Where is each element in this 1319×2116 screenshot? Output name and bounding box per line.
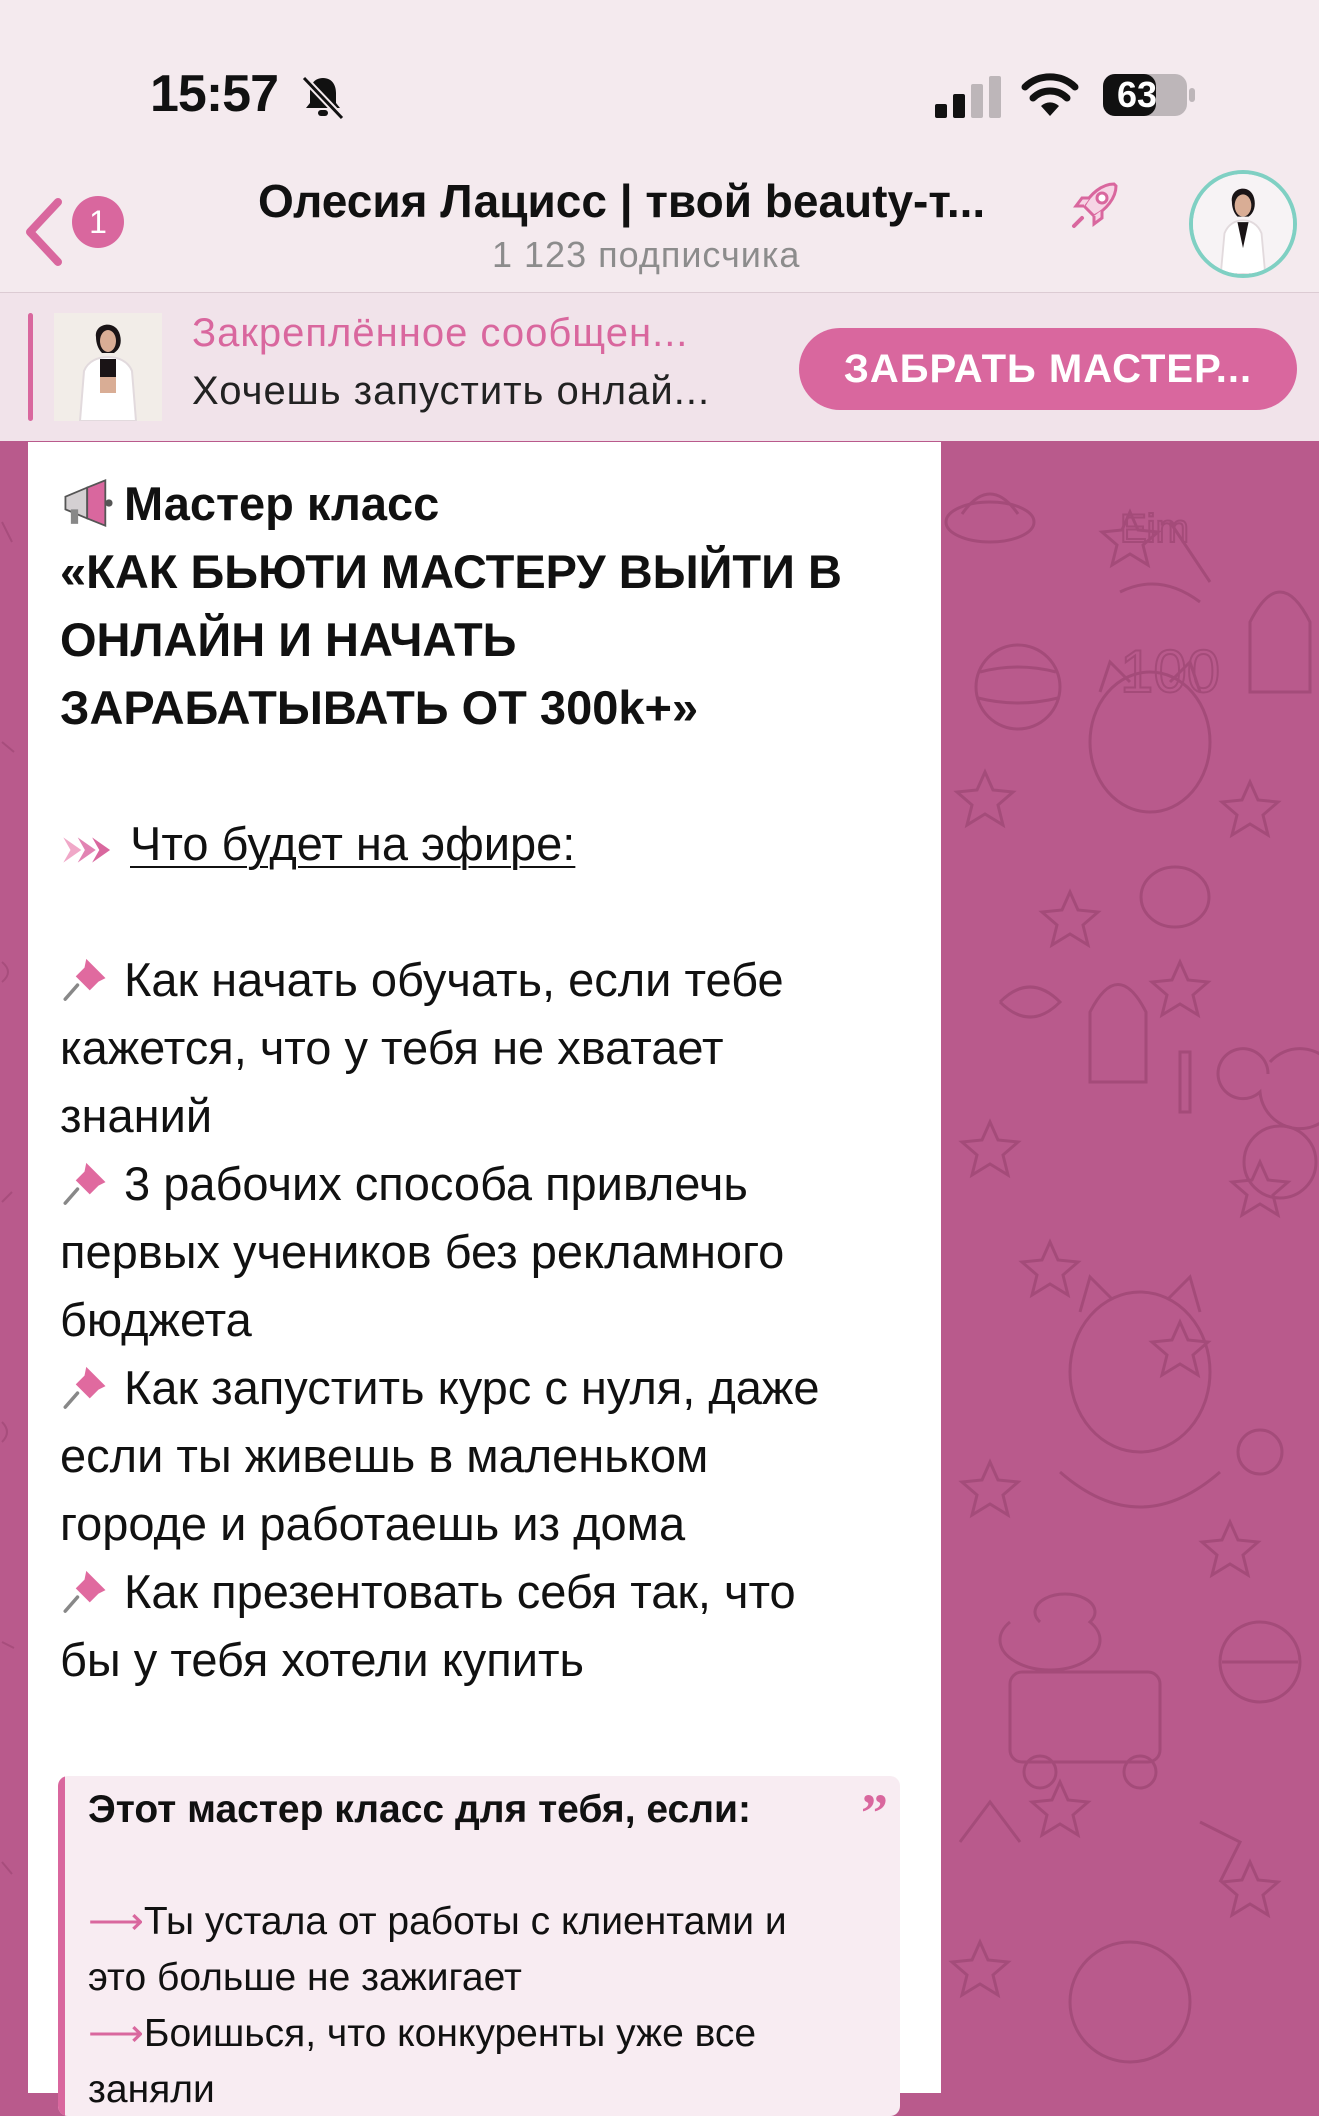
bullet-4-line-1: Как презентовать себя так, что — [60, 1558, 920, 1626]
battery-level: 63 — [1117, 74, 1158, 115]
pinned-indicator — [28, 313, 33, 421]
bullet-3-line-1: Как запустить курс с нуля, даже — [60, 1354, 920, 1422]
quote-mark-icon: ” — [861, 1783, 888, 1843]
bullet-3-line-3: городе и работаешь из дома — [60, 1497, 686, 1550]
svg-text:Eim: Eim — [1120, 507, 1189, 551]
arrows-icon — [60, 818, 130, 872]
bullet-2-line-1: 3 рабочих способа привлечь — [60, 1150, 920, 1218]
status-time: 15:57 — [150, 65, 278, 123]
bullet-2-line-2: первых учеников без рекламного — [60, 1225, 785, 1278]
message-text — [60, 470, 920, 1694]
bullet-1-line-1: Как начать обучать, если тебе — [60, 946, 920, 1014]
pinned-text: Хочешь запустить онлай... — [192, 369, 711, 413]
heading-text-4: ЗАРАБАТЫВАТЬ ОТ 300k+» — [60, 681, 699, 734]
quote-title: Этот мастер класс для тебя, если: — [88, 1788, 751, 1831]
pushpin-icon — [60, 1362, 124, 1416]
pinned-title: Закреплённое сообщен... — [192, 311, 689, 355]
quote-body: ⟶Ты устала от работы с клиентами и это больше не зажигает ⟶Боишься, что конкуренты уже все заняли — [88, 1900, 787, 2111]
bullet-3-line-2: если ты живешь в маленьком — [60, 1429, 709, 1482]
pushpin-icon — [60, 1566, 124, 1620]
arrow-icon: ⟶ — [88, 1900, 144, 1943]
section-title-line — [60, 810, 920, 878]
wifi-icon — [1021, 72, 1079, 118]
quote-indicator — [58, 1776, 65, 2116]
status-bar — [0, 0, 1319, 160]
back-chevron-icon[interactable] — [18, 192, 74, 272]
heading-line — [60, 470, 920, 538]
channel-title[interactable]: Олесия Лацисс | твой beauty-т... — [258, 175, 986, 227]
svg-text:100: 100 — [1120, 638, 1221, 705]
bullet-1-line-2: кажется, что у тебя не хватает — [60, 1021, 724, 1074]
pinned-action-button[interactable]: ЗАБРАТЬ МАСТЕР... — [799, 328, 1297, 410]
bell-muted-icon — [298, 72, 348, 122]
battery-icon — [1103, 72, 1197, 118]
unread-badge[interactable]: 1 — [72, 196, 124, 248]
subscriber-count: 1 123 подписчика — [492, 234, 801, 275]
quote-block — [58, 1776, 900, 2116]
avatar[interactable] — [1189, 170, 1297, 278]
megaphone-icon — [60, 478, 124, 532]
channel-header — [0, 160, 1319, 293]
section-title: Что будет на эфире: — [130, 817, 576, 870]
pinned-message[interactable] — [0, 293, 1319, 441]
bullet-2-line-3: бюджета — [60, 1293, 252, 1346]
pushpin-icon — [60, 1158, 124, 1212]
heading-text-3: ОНЛАЙН И НАЧАТЬ — [60, 613, 517, 666]
pushpin-icon — [60, 954, 124, 1008]
pinned-thumbnail — [54, 313, 162, 421]
arrow-icon: ⟶ — [88, 2012, 144, 2055]
heading-text-1: Мастер класс — [124, 477, 440, 530]
rocket-icon — [1068, 176, 1124, 232]
heading-text-2: «КАК БЬЮТИ МАСТЕРУ ВЫЙТИ В — [60, 545, 842, 598]
bullet-4-line-2: бы у тебя хотели купить — [60, 1633, 585, 1686]
bullet-1-line-3: знаний — [60, 1089, 213, 1142]
signal-icon — [935, 76, 1001, 118]
